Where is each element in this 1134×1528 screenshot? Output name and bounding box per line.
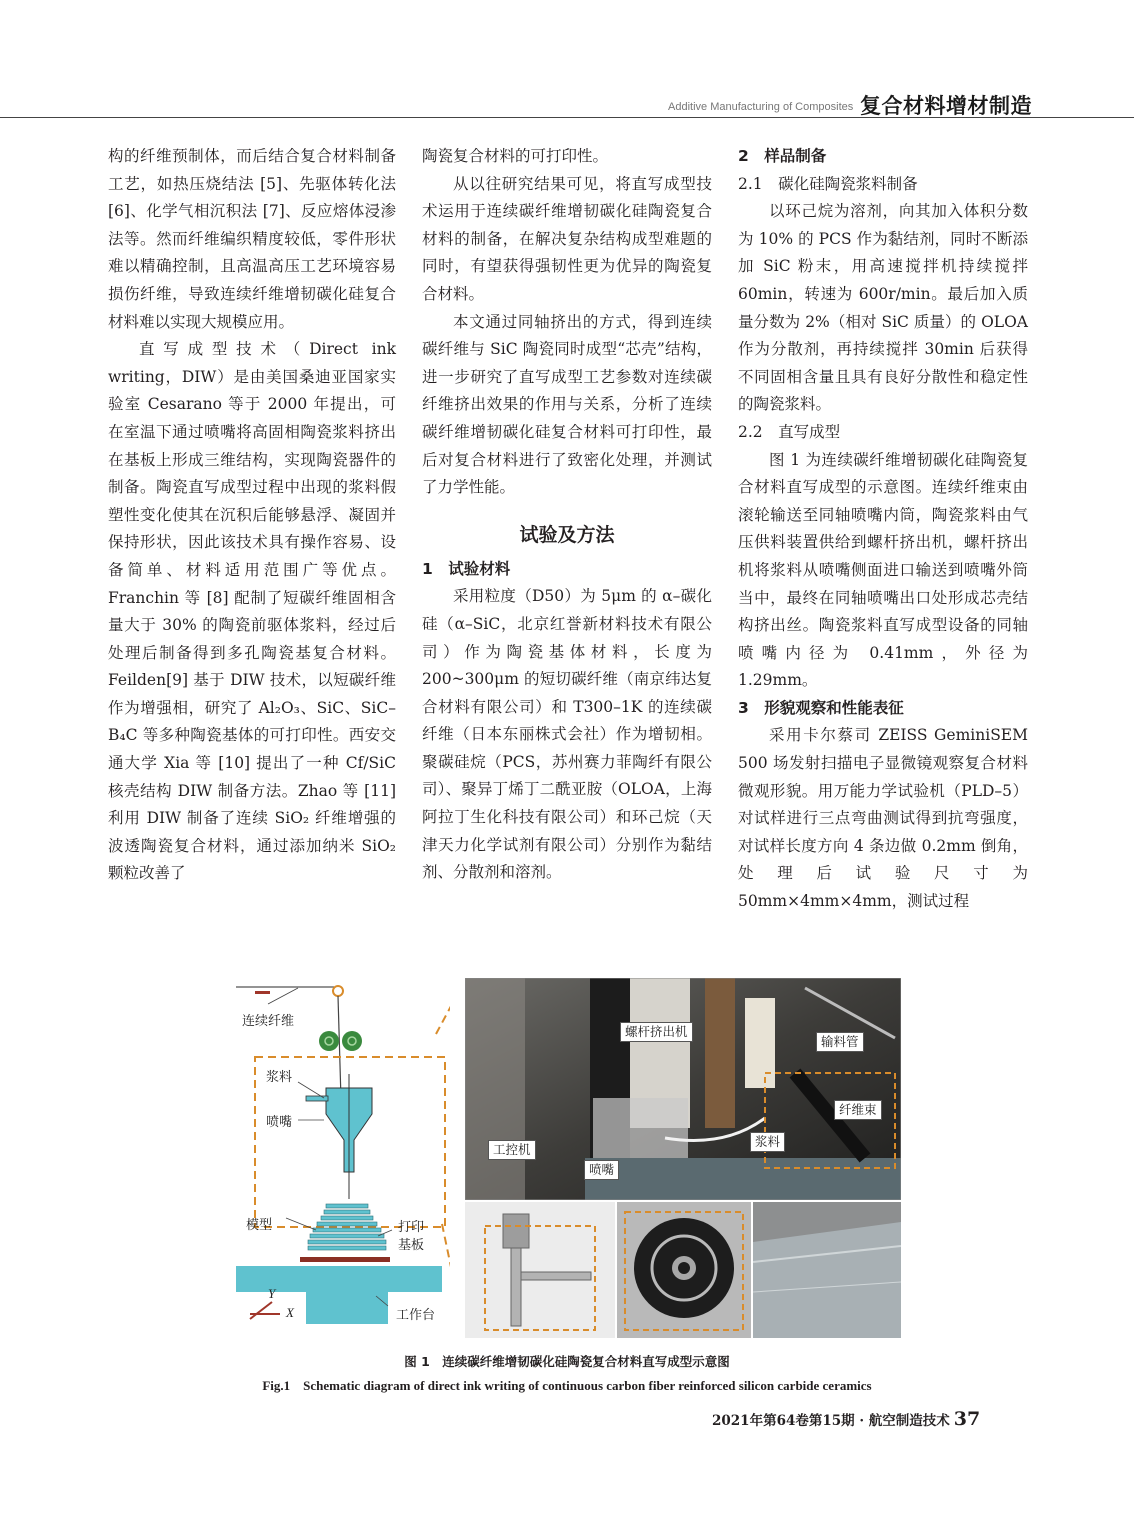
figure-caption-cn: 图 1 连续碳纤维增韧碳化硅陶瓷复合材料直写成型示意图 bbox=[404, 1354, 730, 1369]
label-slurry: 浆料 bbox=[266, 1070, 293, 1085]
subsubsection-heading: 2.1 碳化硅陶瓷浆料制备 bbox=[738, 174, 918, 193]
label-print: 打印 bbox=[398, 1220, 425, 1235]
label-fiber: 连续纤维 bbox=[242, 1014, 295, 1029]
paragraph: 图 1 为连续碳纤维增韧碳化硅陶瓷复合材料直写成型的示意图。连续纤维束由滚轮输送至同轴喷嘴内筒，陶瓷浆料由气压供料装置供给到螺杆挤出机，螺杆挤出机将浆料从喷嘴侧面进口输送到喷嘴外筒当中，最终在同轴喷嘴出口处形成芯壳结构挤出丝。陶瓷浆料直写成型设备的同轴喷嘴内径为 0.41mm，外径为 1.29mm。 bbox=[738, 450, 1028, 690]
subsection-heading: 2 样品制备 bbox=[738, 147, 827, 165]
running-header-cn: 复合材料增材制造 bbox=[860, 94, 1032, 118]
figure-1 bbox=[228, 974, 904, 1340]
label-model: 模型 bbox=[246, 1218, 273, 1233]
paragraph: 采用卡尔蔡司 ZEISS GeminiSEM 500 场发射扫描电子显微镜观察复合材料微观形貌。用万能力学试验机（PLD–5）对试样进行三点弯曲测试得到抗弯强度，对试样长度方向 4 条边做 0.2mm 倒角，处理后试验尺寸为 50mm×4mm×4mm，测试过程 bbox=[738, 726, 1028, 911]
label-work-table: 工作台 bbox=[396, 1308, 436, 1323]
label-nozzle-photo: 喷嘴 bbox=[584, 1160, 619, 1180]
fiber-arrow-icon bbox=[255, 991, 270, 994]
roller-icon bbox=[319, 1031, 362, 1051]
label-slurry-photo: 浆料 bbox=[750, 1132, 785, 1152]
paragraph: 陶瓷复合材料的可打印性。 bbox=[422, 147, 609, 165]
nozzle-crosssection-photo bbox=[617, 1202, 751, 1338]
subsection-heading: 3 形貌观察和性能表征 bbox=[738, 698, 904, 717]
label-axis-x: X bbox=[286, 1305, 294, 1320]
label-control-pc: 工控机 bbox=[488, 1140, 536, 1160]
equipment-photo bbox=[465, 978, 901, 1200]
running-header-en: Additive Manufacturing of Composites bbox=[668, 101, 854, 113]
label-fiber-bundle: 纤维束 bbox=[834, 1100, 882, 1120]
page-footer bbox=[712, 1408, 980, 1430]
axes-icon bbox=[250, 1302, 280, 1319]
paragraph: 以环己烷为溶剂，向其加入体积分数为 10% 的 PCS 作为黏结剂，同时不断添加 SiC 粉末，用高速搅拌机持续搅拌 60min，转速为 600r/min。最后加入质量分数为 2%（相对 SiC 质量）的 OLOA 作为分散剂，再持续搅拌 30min 后获得不同固相含量且具有良好分散性和稳定性的陶瓷浆料。 bbox=[738, 202, 1028, 414]
printbed-photo bbox=[753, 1202, 901, 1338]
nozzle-crosssection-art bbox=[617, 1202, 751, 1338]
label-feed-tube: 输料管 bbox=[816, 1032, 864, 1052]
text-column-1 bbox=[108, 143, 396, 888]
label-axis-y: Y bbox=[268, 1286, 276, 1301]
journal-info: 2021年第64卷第15期 · 航空制造技术 bbox=[712, 1413, 950, 1429]
label-substrate: 基板 bbox=[398, 1238, 425, 1253]
paragraph: 直写成型技术（Direct ink writing，DIW）是由美国桑迪亚国家实验室 Cesarano 等于 2000 年提出，可在室温下通过喷嘴将高固相陶瓷浆料挤出在基板上形成三维结构，实现陶瓷器件的制备。陶瓷直写成型过程中出现的浆料假塑性变化使其在沉积后能够悬浮、凝固并保持形状，因此该技术具有操作容易、设备简单、材料适用范围广等优点。Franchin 等 [8] 配制了短碳纤维固相含量大于 30% 的陶瓷前驱体浆料，经过后处理后制备得到多孔陶瓷基复合材料。Feilden[9] 基于 DIW 技术，以短碳纤维作为增强相，研究了 Al₂O₃、SiC、SiC–B₄C 等多种陶瓷基体的可打印性。西安交通大学 Xia 等 [10] 提出了一种 Cf/SiC 核壳结构 DIW 制备方法。Zhao 等 [11] 利用 DIW 制备了连续 SiO₂ 纤维增强的波透陶瓷复合材料，通过添加纳米 SiO₂ 颗粒改善了 bbox=[108, 340, 396, 883]
equipment-photo-art bbox=[465, 978, 901, 1200]
label-screw-extruder: 螺杆挤出机 bbox=[620, 1022, 693, 1042]
printbed-art bbox=[753, 1202, 901, 1338]
paragraph: 构的纤维预制体，而后结合复合材料制备工艺，如热压烧结法 [5]、先驱体转化法 [6]、化学气相沉积法 [7]、反应熔体浸渗法等。然而纤维编织精度较低，零件形状难以精确控制，且高温高压工艺环境容易损伤纤维，导致连续纤维增韧碳化硅复合材料难以实现大规模应用。 bbox=[108, 147, 396, 331]
model-stack-icon bbox=[300, 1204, 390, 1262]
text-column-2 bbox=[422, 143, 712, 887]
page-number: 37 bbox=[953, 1408, 981, 1430]
nozzle-closeup-photo bbox=[465, 1202, 615, 1338]
subsubsection-heading: 2.2 直写成型 bbox=[738, 422, 841, 441]
figure-caption-en: Fig.1 Schematic diagram of direct ink writing of continuous carbon fiber reinforced silicon carbide ceramics bbox=[262, 1378, 872, 1393]
section-heading: 试验及方法 bbox=[519, 523, 615, 546]
text-column-3 bbox=[738, 143, 1028, 916]
paragraph: 采用粒度（D50）为 5μm 的 α–碳化硅（α–SiC，北京红誉新材料技术有限公司）作为陶瓷基体材料，长度为 200~300μm 的短切碳纤维（南京纬达复合材料有限公司）和 T300–1K 的连续碳纤维（日本东丽株式会社）作为增韧相。聚碳硅烷（PCS，苏州赛力菲陶纤有限公司）、聚异丁烯丁二酰亚胺（OLOA，上海阿拉丁生化科技有限公司）和环己烷（天津天力化学试剂有限公司）分别作为黏结剂、分散剂和溶剂。 bbox=[422, 587, 712, 882]
paragraph: 从以往研究结果可见，将直写成型技术运用于连续碳纤维增韧碳化硅陶瓷复合材料的制备，在解决复杂结构成型难题的同时，有望获得强韧性更为优异的陶瓷复合材料。 bbox=[422, 174, 712, 303]
subsection-heading: 1 试验材料 bbox=[422, 559, 511, 578]
nozzle-closeup-art bbox=[465, 1202, 615, 1338]
label-nozzle: 喷嘴 bbox=[266, 1115, 293, 1130]
paragraph: 本文通过同轴挤出的方式，得到连续碳纤维与 SiC 陶瓷同时成型“芯壳”结构，进一步研究了直写成型工艺参数对连续碳纤维挤出效果的作用与关系，分析了连续碳纤维增韧碳化硅复合材料可打印性，最后对复合材料进行了致密化处理，并测试了力学性能。 bbox=[422, 312, 712, 497]
